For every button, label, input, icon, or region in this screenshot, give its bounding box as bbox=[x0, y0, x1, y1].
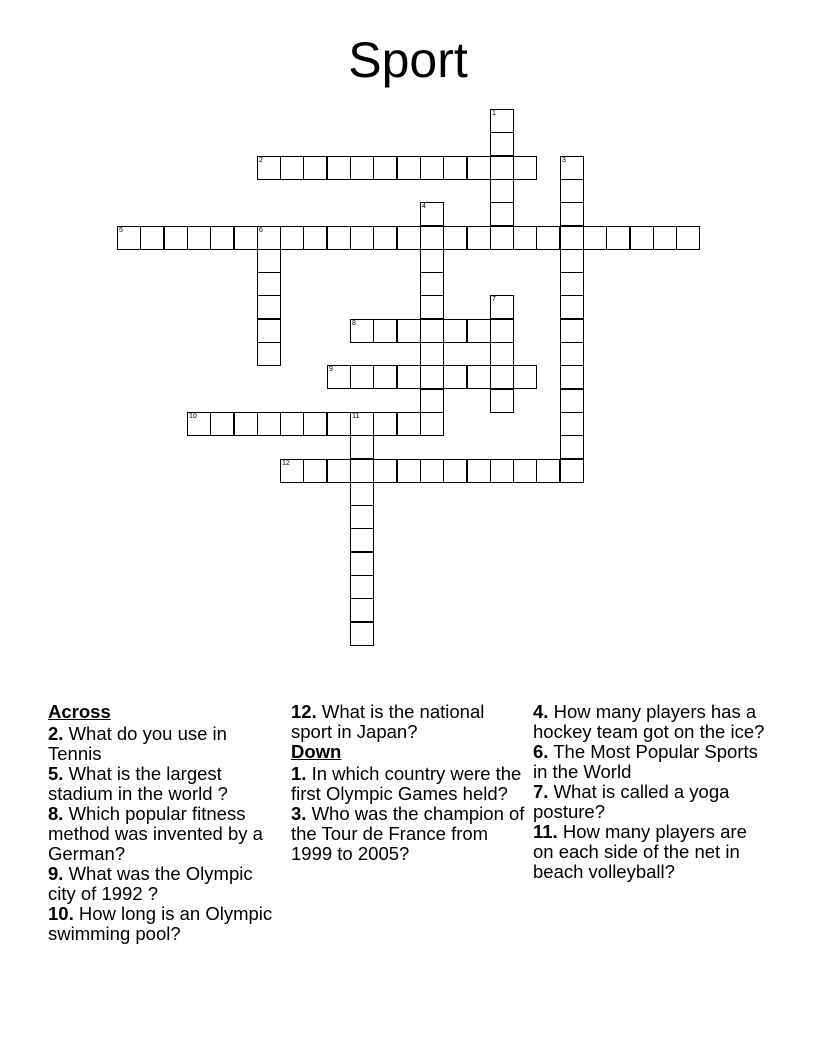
grid-cell[interactable] bbox=[280, 226, 304, 250]
grid-cell[interactable] bbox=[397, 319, 421, 343]
cell-number: 3 bbox=[562, 157, 566, 164]
grid-cell[interactable] bbox=[397, 459, 421, 483]
grid-cell[interactable] bbox=[490, 319, 514, 343]
grid-cell[interactable] bbox=[257, 412, 281, 436]
grid-cell[interactable] bbox=[350, 365, 374, 389]
across-clue-5 bbox=[48, 764, 283, 804]
grid-cell[interactable] bbox=[210, 412, 234, 436]
grid-cell[interactable] bbox=[560, 156, 584, 180]
down-clue-7 bbox=[533, 782, 768, 822]
clue-text: Which popular fitness method was invented by a German? bbox=[48, 803, 263, 864]
grid-cell[interactable] bbox=[257, 272, 281, 296]
grid-cell[interactable] bbox=[490, 226, 514, 250]
across-clue-10 bbox=[48, 904, 283, 944]
grid-cell[interactable] bbox=[490, 179, 514, 203]
clue-number: 5. bbox=[48, 763, 64, 784]
cell-number: 12 bbox=[282, 460, 290, 467]
grid-cell[interactable] bbox=[350, 226, 374, 250]
clue-number: 4. bbox=[533, 701, 549, 722]
cell-number: 8 bbox=[352, 320, 356, 327]
grid-cell[interactable] bbox=[140, 226, 164, 250]
grid-cell[interactable] bbox=[513, 156, 537, 180]
grid-cell[interactable] bbox=[490, 342, 514, 366]
grid-cell[interactable] bbox=[560, 226, 584, 250]
grid-cell[interactable] bbox=[280, 459, 304, 483]
clue-number: 6. bbox=[533, 741, 549, 762]
cell-number: 5 bbox=[119, 227, 123, 234]
grid-cell[interactable] bbox=[350, 319, 374, 343]
clue-text: The Most Popular Sports in the World bbox=[533, 741, 758, 782]
grid-cell[interactable] bbox=[350, 622, 374, 646]
grid-cell[interactable] bbox=[490, 202, 514, 226]
grid-cell[interactable] bbox=[443, 319, 467, 343]
grid-cell[interactable] bbox=[560, 249, 584, 273]
grid-cell[interactable] bbox=[490, 365, 514, 389]
grid-cell[interactable] bbox=[303, 459, 327, 483]
grid-cell[interactable] bbox=[560, 342, 584, 366]
grid-cell[interactable] bbox=[164, 226, 188, 250]
puzzle-title: Sport bbox=[348, 32, 468, 88]
across-clue-2 bbox=[48, 724, 283, 764]
cell-number: 2 bbox=[259, 157, 263, 164]
clue-text: What is the largest stadium in the world ? bbox=[48, 763, 228, 804]
clue-text: What was the Olympic city of 1992 ? bbox=[48, 863, 253, 904]
grid-cell[interactable] bbox=[373, 319, 397, 343]
grid-cell[interactable] bbox=[350, 598, 374, 622]
grid-cell[interactable] bbox=[397, 365, 421, 389]
clue-text: How many players has a hockey team got on the ice? bbox=[533, 701, 765, 742]
clue-text: What is called a yoga posture? bbox=[533, 781, 730, 822]
grid-cell[interactable] bbox=[187, 226, 211, 250]
cell-number: 9 bbox=[329, 366, 333, 373]
grid-cell[interactable] bbox=[490, 156, 514, 180]
grid-cell[interactable] bbox=[420, 459, 444, 483]
grid-cell[interactable] bbox=[397, 226, 421, 250]
cell-number: 1 bbox=[492, 110, 496, 117]
grid-cell[interactable] bbox=[373, 412, 397, 436]
down-heading: Down bbox=[291, 741, 342, 762]
grid-cell[interactable] bbox=[443, 226, 467, 250]
across-clue-9 bbox=[48, 864, 283, 904]
grid-cell[interactable] bbox=[257, 249, 281, 273]
grid-cell[interactable] bbox=[467, 156, 491, 180]
clue-text: Who was the champion of the Tour de France from 1999 to 2005? bbox=[291, 803, 525, 864]
clue-text: What do you use in Tennis bbox=[48, 723, 227, 764]
down-clue-4 bbox=[533, 702, 768, 742]
grid-cell[interactable] bbox=[234, 412, 258, 436]
grid-cell[interactable] bbox=[303, 226, 327, 250]
grid-cell[interactable] bbox=[373, 226, 397, 250]
cell-number: 10 bbox=[189, 413, 197, 420]
down-clue-11 bbox=[533, 822, 768, 882]
grid-cell[interactable] bbox=[467, 319, 491, 343]
grid-cell[interactable] bbox=[653, 226, 677, 250]
clue-number: 3. bbox=[291, 803, 307, 824]
clue-number: 1. bbox=[291, 763, 307, 784]
grid-cell[interactable] bbox=[490, 295, 514, 319]
across-clue-8 bbox=[48, 804, 283, 864]
grid-cell[interactable] bbox=[467, 365, 491, 389]
grid-cell[interactable] bbox=[443, 365, 467, 389]
grid-cell[interactable] bbox=[350, 528, 374, 552]
cell-number: 7 bbox=[492, 296, 496, 303]
grid-cell[interactable] bbox=[560, 459, 584, 483]
grid-cell[interactable] bbox=[676, 226, 700, 250]
grid-cell[interactable] bbox=[327, 156, 351, 180]
grid-cell[interactable] bbox=[560, 202, 584, 226]
grid-cell[interactable] bbox=[443, 156, 467, 180]
grid-cell[interactable] bbox=[420, 226, 444, 250]
grid-cell[interactable] bbox=[327, 226, 351, 250]
grid-cell[interactable] bbox=[373, 459, 397, 483]
grid-cell[interactable] bbox=[187, 412, 211, 436]
grid-cell[interactable] bbox=[490, 132, 514, 156]
cell-number: 4 bbox=[422, 203, 426, 210]
grid-cell[interactable] bbox=[443, 459, 467, 483]
grid-cell[interactable] bbox=[373, 156, 397, 180]
grid-cell[interactable] bbox=[420, 202, 444, 226]
clues-column-3 bbox=[533, 702, 768, 882]
cell-number: 11 bbox=[352, 413, 360, 420]
grid-cell[interactable] bbox=[117, 226, 141, 250]
grid-cell[interactable] bbox=[350, 412, 374, 436]
grid-cell[interactable] bbox=[513, 226, 537, 250]
down-clue-1 bbox=[291, 764, 526, 804]
grid-cell[interactable] bbox=[350, 435, 374, 459]
clue-text: What is the national sport in Japan? bbox=[291, 701, 485, 742]
grid-cell[interactable] bbox=[420, 342, 444, 366]
grid-cell[interactable] bbox=[467, 459, 491, 483]
grid-cell[interactable] bbox=[560, 365, 584, 389]
clue-number: 11. bbox=[533, 821, 558, 842]
grid-cell[interactable] bbox=[560, 319, 584, 343]
grid-cell[interactable] bbox=[327, 459, 351, 483]
grid-cell[interactable] bbox=[303, 412, 327, 436]
cell-number: 6 bbox=[259, 227, 263, 234]
grid-cell[interactable] bbox=[373, 365, 397, 389]
grid-cell[interactable] bbox=[420, 156, 444, 180]
grid-cell[interactable] bbox=[490, 389, 514, 413]
grid-cell[interactable] bbox=[257, 295, 281, 319]
clues-column-1 bbox=[48, 702, 283, 944]
clues-column-2 bbox=[291, 702, 526, 864]
grid-cell[interactable] bbox=[420, 365, 444, 389]
grid-cell[interactable] bbox=[327, 412, 351, 436]
grid-cell[interactable] bbox=[280, 412, 304, 436]
clue-text: How many players are on each side of the net in beach volleyball? bbox=[533, 821, 747, 882]
grid-cell[interactable] bbox=[350, 459, 374, 483]
grid-cell[interactable] bbox=[257, 226, 281, 250]
grid-cell[interactable] bbox=[257, 156, 281, 180]
grid-cell[interactable] bbox=[350, 552, 374, 576]
grid-cell[interactable] bbox=[420, 319, 444, 343]
clue-text: In which country were the first Olympic Games held? bbox=[291, 763, 522, 804]
grid-cell[interactable] bbox=[210, 226, 234, 250]
grid-cell[interactable] bbox=[513, 459, 537, 483]
grid-cell[interactable] bbox=[490, 459, 514, 483]
grid-cell[interactable] bbox=[513, 365, 537, 389]
grid-cell[interactable] bbox=[467, 226, 491, 250]
grid-cell[interactable] bbox=[397, 156, 421, 180]
grid-cell[interactable] bbox=[630, 226, 654, 250]
grid-cell[interactable] bbox=[583, 226, 607, 250]
grid-cell[interactable] bbox=[257, 319, 281, 343]
down-clue-3 bbox=[291, 804, 526, 864]
grid-cell[interactable] bbox=[490, 109, 514, 133]
grid-cell[interactable] bbox=[257, 342, 281, 366]
clue-text: How long is an Olympic swimming pool? bbox=[48, 903, 273, 944]
grid-cell[interactable] bbox=[560, 412, 584, 436]
grid-cell[interactable] bbox=[420, 272, 444, 296]
grid-cell[interactable] bbox=[234, 226, 258, 250]
grid-cell[interactable] bbox=[327, 365, 351, 389]
grid-cell[interactable] bbox=[560, 272, 584, 296]
grid-cell[interactable] bbox=[420, 412, 444, 436]
clue-number: 8. bbox=[48, 803, 64, 824]
across-clue-12 bbox=[291, 702, 526, 742]
grid-cell[interactable] bbox=[350, 156, 374, 180]
clue-number: 2. bbox=[48, 723, 64, 744]
grid-cell[interactable] bbox=[420, 249, 444, 273]
grid-cell[interactable] bbox=[350, 482, 374, 506]
across-heading: Across bbox=[48, 701, 111, 722]
grid-cell[interactable] bbox=[560, 295, 584, 319]
grid-cell[interactable] bbox=[560, 179, 584, 203]
grid-cell[interactable] bbox=[560, 435, 584, 459]
grid-cell[interactable] bbox=[397, 412, 421, 436]
clue-number: 12. bbox=[291, 701, 317, 722]
clue-number: 7. bbox=[533, 781, 549, 802]
grid-cell[interactable] bbox=[280, 156, 304, 180]
clue-number: 9. bbox=[48, 863, 64, 884]
grid-cell[interactable] bbox=[560, 389, 584, 413]
grid-cell[interactable] bbox=[420, 295, 444, 319]
grid-cell[interactable] bbox=[536, 459, 560, 483]
grid-cell[interactable] bbox=[350, 505, 374, 529]
clue-number: 10. bbox=[48, 903, 74, 924]
grid-cell[interactable] bbox=[420, 389, 444, 413]
grid-cell[interactable] bbox=[350, 575, 374, 599]
down-clue-6 bbox=[533, 742, 768, 782]
grid-cell[interactable] bbox=[303, 156, 327, 180]
grid-cell[interactable] bbox=[606, 226, 630, 250]
grid-cell[interactable] bbox=[536, 226, 560, 250]
